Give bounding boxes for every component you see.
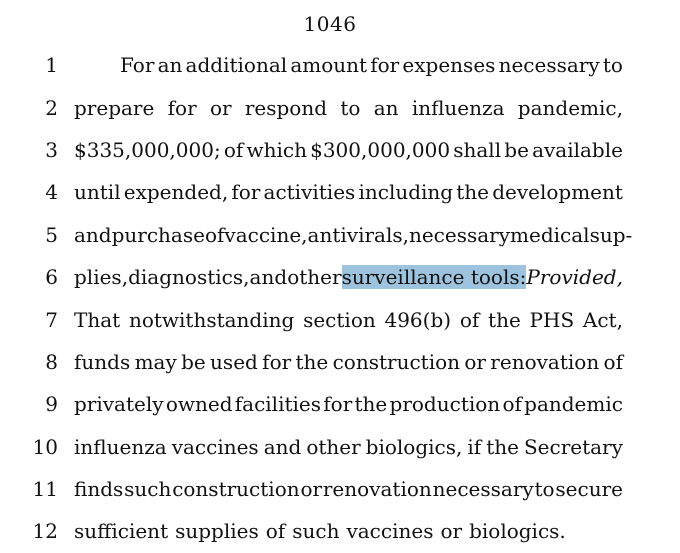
word: amount xyxy=(290,53,368,78)
line-text xyxy=(74,265,623,289)
line-number: 4 xyxy=(45,180,58,205)
word: the xyxy=(488,307,521,332)
line-text xyxy=(74,53,623,77)
word: respond xyxy=(244,95,328,120)
bill-line xyxy=(0,214,680,256)
word: PHS xyxy=(529,307,575,332)
word: influenza xyxy=(74,434,167,459)
word: diagnostics, xyxy=(128,265,250,290)
word: facilities xyxy=(234,392,321,417)
word: or xyxy=(464,349,486,374)
word: other xyxy=(306,434,361,459)
word: necessary xyxy=(408,222,511,247)
word: for xyxy=(167,95,197,120)
line-text xyxy=(74,138,623,162)
word: which xyxy=(246,137,307,162)
word: for xyxy=(262,349,292,374)
word: For xyxy=(120,53,155,78)
word: the xyxy=(295,349,329,374)
word: expended, xyxy=(123,180,229,205)
word: of xyxy=(502,392,522,417)
word: available xyxy=(532,137,623,162)
word: expenses xyxy=(402,53,496,78)
word: including xyxy=(358,180,454,205)
word: for xyxy=(370,53,400,78)
word: notwithstanding xyxy=(128,307,295,332)
bill-line xyxy=(0,341,680,383)
bill-line xyxy=(0,171,680,213)
word: sup- xyxy=(589,222,633,247)
word: development xyxy=(492,180,623,205)
word: sufficient xyxy=(74,519,169,544)
line-text xyxy=(74,435,623,459)
line-text xyxy=(74,477,623,501)
line-number: 3 xyxy=(45,137,58,162)
line-number: 11 xyxy=(32,477,58,502)
word: owned xyxy=(165,392,233,417)
line-number: 1 xyxy=(45,53,58,78)
word: vaccines xyxy=(171,434,259,459)
bill-line xyxy=(0,426,680,468)
word: purchase xyxy=(111,222,205,247)
word: to xyxy=(340,95,361,120)
line-number: 10 xyxy=(32,434,58,459)
word: renovation xyxy=(490,349,600,374)
bill-line xyxy=(0,256,680,298)
word: may xyxy=(134,349,177,374)
line-number: 5 xyxy=(45,222,58,247)
word: necessary xyxy=(432,477,534,502)
word: 496(b) xyxy=(384,307,452,332)
page-number: 1046 xyxy=(303,12,357,36)
word: or xyxy=(440,519,463,544)
word: the xyxy=(354,392,388,417)
word: vaccines xyxy=(346,519,434,544)
line-number: 9 xyxy=(45,392,58,417)
line-number: 7 xyxy=(45,307,58,332)
word: necessary xyxy=(498,53,600,78)
line-number: 8 xyxy=(45,349,58,374)
word: production xyxy=(389,392,501,417)
line-number: 6 xyxy=(45,265,58,290)
word: antivirals, xyxy=(307,222,409,247)
word: funds xyxy=(74,349,131,374)
word: finds xyxy=(74,477,124,502)
line-text xyxy=(74,308,623,332)
line-text xyxy=(74,519,623,543)
bill-text-body xyxy=(0,44,680,553)
word: of xyxy=(603,349,623,374)
word: $335,000,000; xyxy=(74,137,221,162)
word: supplies xyxy=(175,519,259,544)
word: an xyxy=(157,53,183,78)
bill-line xyxy=(0,44,680,86)
line-text xyxy=(74,180,623,204)
word: used xyxy=(210,349,258,374)
word: Secretary xyxy=(523,434,623,459)
word: activities xyxy=(263,180,356,205)
word: be xyxy=(181,349,206,374)
bill-line xyxy=(0,383,680,425)
word: the xyxy=(486,434,519,459)
word: plies, xyxy=(74,265,129,290)
word: influenza xyxy=(411,95,505,120)
word: prepare xyxy=(74,95,155,120)
word: biologics. xyxy=(469,519,566,544)
word: of xyxy=(204,222,225,247)
word: the xyxy=(456,180,490,205)
word: renovation xyxy=(322,477,432,502)
line-text xyxy=(74,96,623,120)
word: such xyxy=(124,477,172,502)
line-number: 12 xyxy=(32,519,58,544)
bill-line xyxy=(0,298,680,340)
word: additional xyxy=(185,53,288,78)
line-number: 2 xyxy=(45,95,58,120)
word: pandemic xyxy=(524,392,623,417)
word: of xyxy=(459,307,480,332)
word: of xyxy=(265,519,286,544)
word: for xyxy=(323,392,353,417)
line-text xyxy=(74,350,623,374)
word: an xyxy=(373,95,399,120)
word: or xyxy=(209,95,232,120)
bill-line xyxy=(0,86,680,128)
word: be xyxy=(504,137,529,162)
word: such xyxy=(292,519,340,544)
word: and xyxy=(263,434,302,459)
word: privately xyxy=(74,392,164,417)
word: of xyxy=(223,137,244,162)
word: shall xyxy=(453,137,502,162)
word: Provided, xyxy=(526,265,623,290)
word: vaccine, xyxy=(224,222,308,247)
bill-line xyxy=(0,468,680,510)
word: for xyxy=(231,180,261,205)
line-text xyxy=(74,392,623,416)
word: medical xyxy=(510,222,590,247)
word: and xyxy=(74,222,112,247)
word: construction xyxy=(332,349,461,374)
word: Act, xyxy=(582,307,623,332)
bill-line xyxy=(0,510,680,552)
word: until xyxy=(74,180,121,205)
word: construction xyxy=(172,477,300,502)
word: section xyxy=(303,307,376,332)
word: if xyxy=(467,434,482,459)
word: biologics, xyxy=(365,434,463,459)
word: to xyxy=(602,53,623,78)
word: That xyxy=(74,307,121,332)
highlighted-text: surveillance tools: xyxy=(341,265,527,290)
word: other xyxy=(287,265,342,290)
word: secure xyxy=(555,477,623,502)
word: or xyxy=(300,477,323,502)
bill-line xyxy=(0,129,680,171)
word: to xyxy=(534,477,555,502)
word: and xyxy=(249,265,288,290)
word: $300,000,000 xyxy=(310,137,451,162)
line-text xyxy=(74,222,633,247)
word: pandemic, xyxy=(517,95,623,120)
